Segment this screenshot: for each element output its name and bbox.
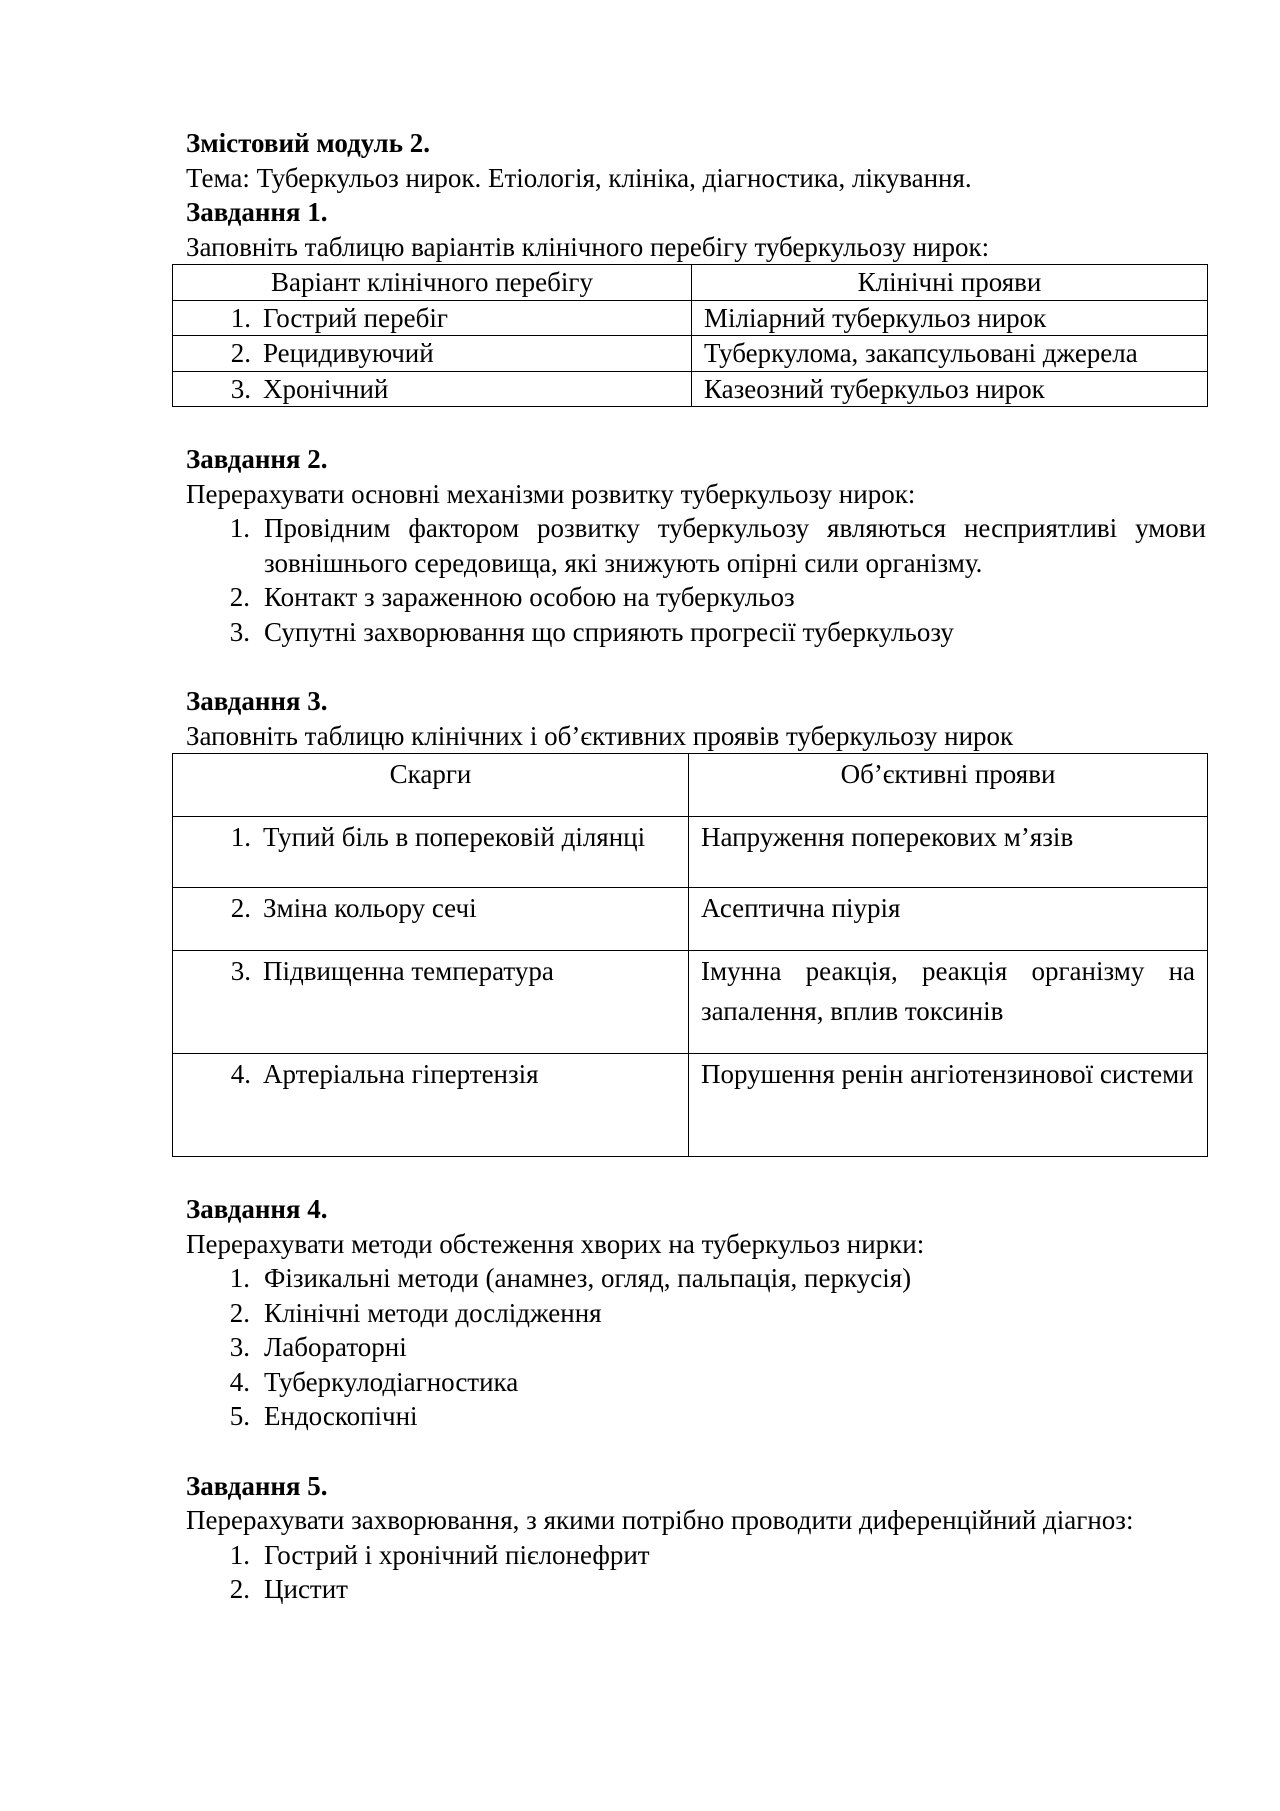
- list-text: Провідним фактором розвитку туберкульозу являються несприятливі умови зовнішнього середовища, які знижують опірні сили організму.: [264, 513, 1206, 578]
- complaint-text: Підвищенна температура: [263, 956, 554, 986]
- objective-cell: Асептична піурія: [689, 888, 1208, 951]
- task2-list: [186, 511, 1206, 649]
- table-cell: [173, 817, 689, 888]
- variant-text: Гострий перебіг: [263, 302, 448, 333]
- table-row: [173, 951, 1208, 1054]
- table-row: [173, 888, 1208, 951]
- list-item: [186, 1330, 1206, 1365]
- table-cell: [173, 300, 692, 336]
- list-item: [186, 1296, 1206, 1331]
- manifestation-cell: Казеозний туберкульоз нирок: [692, 371, 1208, 407]
- list-number: 2.: [229, 1574, 250, 1604]
- table-cell: [173, 336, 692, 372]
- task1-instruction: Заповніть таблицю варіантів клінічного перебігу туберкульозу нирок:: [186, 231, 990, 262]
- objective-cell: Імунна реакція, реакція організму на запалення, вплив токсинів: [689, 951, 1208, 1054]
- list-text: Ендоскопічні: [264, 1401, 418, 1431]
- row-number: 2.: [230, 338, 251, 368]
- list-item: [186, 1365, 1206, 1400]
- variant-text: Хронічний: [263, 373, 389, 404]
- task2-heading: Завдання 2.: [186, 444, 328, 474]
- table-header-cell: Клінічні прояви: [692, 265, 1208, 301]
- variant-text: Рецидивуючий: [263, 338, 434, 368]
- list-item: [186, 1399, 1206, 1434]
- list-text: Контакт з зараженною особою на туберкульоз: [264, 582, 795, 612]
- list-text: Супутні захворювання що сприяють прогресії туберкульозу: [264, 616, 954, 647]
- task3-heading: Завдання 3.: [186, 686, 328, 716]
- list-item: [186, 1572, 1206, 1607]
- objective-cell: Порушення ренін ангіотензинової системи: [689, 1054, 1208, 1157]
- table-row: [173, 336, 1208, 372]
- task5-heading: Завдання 5.: [186, 1470, 328, 1501]
- row-number: 2.: [230, 893, 251, 923]
- list-number: 2.: [229, 582, 250, 612]
- table-header-row: [173, 265, 1208, 301]
- objective-cell: Напруження поперекових м’язів: [689, 817, 1208, 888]
- list-number: 1.: [229, 1263, 250, 1293]
- document-page: [186, 126, 1206, 1607]
- table-row: [173, 1054, 1208, 1157]
- task5-list: [186, 1538, 1206, 1607]
- table-cell: [173, 371, 692, 407]
- table-cell: [173, 951, 689, 1054]
- row-number: 4.: [230, 1059, 251, 1089]
- complaint-text: Артеріальна гіпертензія: [263, 1059, 539, 1089]
- complaint-text: Зміна кольору сечі: [263, 893, 477, 923]
- table-header-cell: Скарги: [173, 754, 689, 817]
- list-number: 4.: [229, 1366, 250, 1397]
- table-row: [173, 371, 1208, 407]
- task1-heading: Завдання 1.: [186, 197, 328, 227]
- list-text: Лабораторні: [264, 1332, 407, 1362]
- row-number: 3.: [230, 956, 251, 986]
- list-item: [186, 1538, 1206, 1573]
- task4-list: [186, 1261, 1206, 1434]
- row-number: 3.: [230, 373, 251, 404]
- task5-instruction: Перерахувати захворювання, з якими потрібно проводити диференційний діагноз:: [186, 1505, 1134, 1535]
- task4-heading: Завдання 4.: [186, 1194, 328, 1224]
- list-number: 3.: [229, 1332, 250, 1362]
- list-number: 1.: [229, 513, 250, 543]
- list-item: [186, 580, 1206, 615]
- list-item: [186, 615, 1206, 650]
- task3-instruction: Заповніть таблицю клінічних і об’єктивних проявів туберкульозу нирок: [186, 720, 1014, 751]
- module-title: Змістовий модуль 2.: [186, 128, 430, 158]
- task3-table: [172, 753, 1208, 1157]
- topic-line: Тема: Туберкульоз нирок. Етіологія, клініка, діагностика, лікування.: [186, 162, 972, 193]
- task1-table: [172, 264, 1208, 407]
- complaint-text: Тупий біль в поперековій ділянці: [263, 822, 646, 852]
- list-text: Гострий і хронічний пієлонефрит: [264, 1539, 650, 1570]
- task2-instruction: Перерахувати основні механізми розвитку туберкульозу нирок:: [186, 478, 916, 509]
- row-number: 1.: [230, 822, 251, 852]
- list-number: 3.: [229, 616, 250, 647]
- list-number: 1.: [229, 1539, 250, 1570]
- list-item: [186, 1261, 1206, 1296]
- row-number: 1.: [230, 302, 251, 333]
- manifestation-cell: Міліарний туберкульоз нирок: [692, 300, 1208, 336]
- list-text: Клінічні методи дослідження: [264, 1297, 602, 1328]
- list-number: 2.: [229, 1297, 250, 1328]
- list-text: Фізикальні методи (анамнез, огляд, пальпація, перкусія): [264, 1263, 912, 1293]
- manifestation-cell: Туберкулома, закапсульовані джерела: [692, 336, 1208, 372]
- task4-instruction: Перерахувати методи обстеження хворих на туберкульоз нирки:: [186, 1228, 925, 1259]
- table-cell: [173, 888, 689, 951]
- table-cell: [173, 1054, 689, 1157]
- list-number: 5.: [229, 1401, 250, 1431]
- list-item: [186, 511, 1206, 580]
- table-row: [173, 817, 1208, 888]
- table-header-cell: Варіант клінічного перебігу: [173, 265, 692, 301]
- list-text: Туберкулодіагностика: [264, 1366, 519, 1397]
- list-text: Цистит: [264, 1574, 348, 1604]
- table-header-row: [173, 754, 1208, 817]
- table-header-cell: Об’єктивні прояви: [689, 754, 1208, 817]
- table-row: [173, 300, 1208, 336]
